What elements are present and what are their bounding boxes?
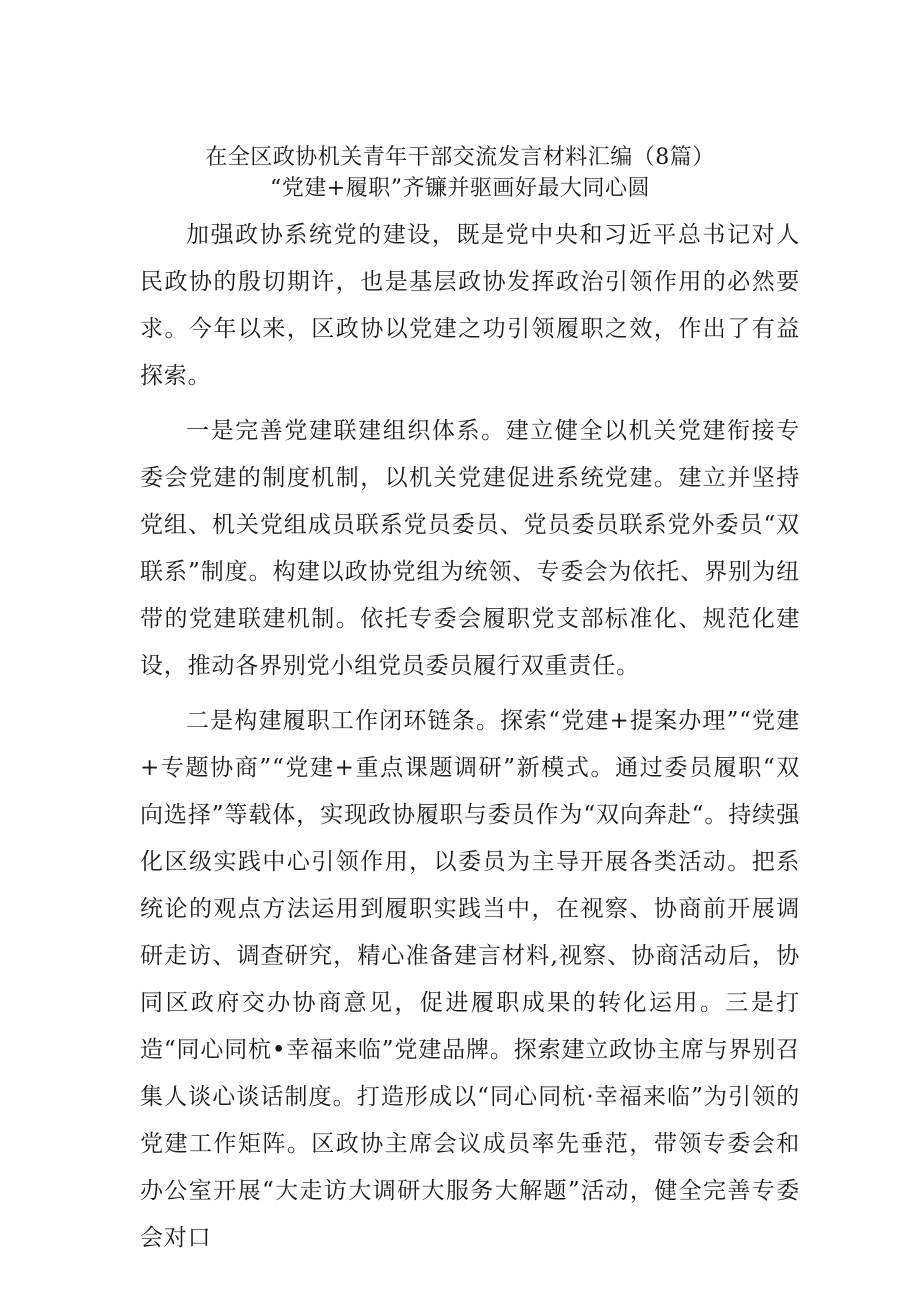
document-title: 在全区政协机关青年干部交流发言材料汇编（8篇） [205,145,715,170]
document-subtitle: “党建+履职”齐镰并驱画好最大同心圆 [270,176,650,201]
paragraph-work-chain: 二是构建履职工作闭环链条。探索“党建+提案办理”“党建+专题协商”“党建+重点课题调研”新模式。通过委员履职“双向选择”等载体，实现政协履职与委员作为“双向奔赴“。持续强化区级实践中心引领作用，以委员为主导开展各类活动。把系统论的观点方法运用到履职实践当中，在视察、协商前开展调研走访、调查研究，精心准备建言材料,视察、协商活动后，协同区政府交办协商意见，促进履职成果的转化运用。三是打造“同心同杭•幸福来临”党建品牌。探索建立政协主席与界别召集人谈心谈话制度。打造形成以“同心同杭·幸福来临”为引领的党建工作矩阵。区政协主席会议成员率先垂范，带领专委会和办公室开展“大走访大调研大服务大解题”活动，健全完善专委会对口 [140,708,800,1251]
paragraph-intro: 加强政协系统党的建设，既是党中央和习近平总书记对人民政协的殷切期许，也是基层政协发挥政治引领作用的必然要求。今年以来，区政协以党建之功引领履职之效，作出了有益探索。 [140,222,800,389]
document-body [140,212,800,1262]
paragraph-organization-system: 一是完善党建联建组织体系。建立健全以机关党建衔接专委会党建的制度机制，以机关党建促进系统党建。建立并坚持党组、机关党组成员联系党员委员、党员委员联系党外委员“双联系”制度。构建以政协党组为统领、专委会为依托、界别为纽带的党建联建机制。依托专委会履职党支部标准化、规范化建设，推动各界别党小组党员委员履行双重责任。 [140,418,800,679]
